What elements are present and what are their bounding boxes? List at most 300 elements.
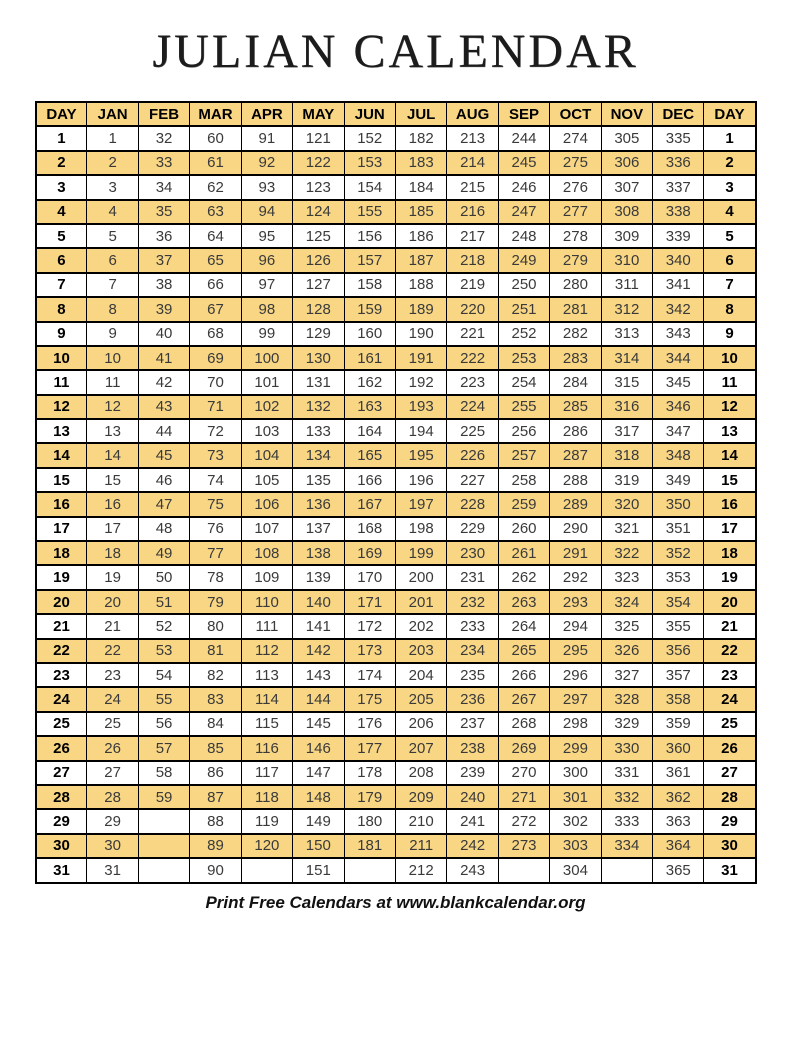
julian-day-cell: 329 — [601, 712, 652, 736]
julian-day-cell: 215 — [447, 175, 498, 199]
julian-day-cell: 194 — [395, 419, 446, 443]
julian-day-cell: 227 — [447, 468, 498, 492]
julian-day-cell: 275 — [550, 151, 601, 175]
julian-day-cell: 281 — [550, 297, 601, 321]
julian-day-cell: 224 — [447, 395, 498, 419]
column-header-day: DAY — [36, 102, 87, 126]
julian-day-cell: 337 — [653, 175, 704, 199]
julian-day-cell: 247 — [498, 200, 549, 224]
table-row — [36, 541, 756, 565]
julian-day-cell: 159 — [344, 297, 395, 321]
julian-day-cell: 145 — [293, 712, 344, 736]
julian-day-cell: 205 — [395, 687, 446, 711]
julian-day-cell: 338 — [653, 200, 704, 224]
julian-day-cell: 297 — [550, 687, 601, 711]
julian-day-cell: 203 — [395, 639, 446, 663]
julian-day-cell: 38 — [138, 273, 189, 297]
julian-day-cell: 160 — [344, 322, 395, 346]
julian-day-cell: 359 — [653, 712, 704, 736]
julian-day-cell: 310 — [601, 248, 652, 272]
julian-day-cell: 106 — [241, 492, 292, 516]
julian-day-cell: 358 — [653, 687, 704, 711]
julian-day-cell: 244 — [498, 126, 549, 150]
day-number-cell: 22 — [36, 639, 87, 663]
julian-day-cell: 148 — [293, 785, 344, 809]
julian-day-cell: 189 — [395, 297, 446, 321]
julian-day-cell: 21 — [87, 614, 138, 638]
table-row — [36, 322, 756, 346]
julian-day-cell: 56 — [138, 712, 189, 736]
julian-day-cell: 226 — [447, 443, 498, 467]
table-row — [36, 687, 756, 711]
julian-day-cell: 346 — [653, 395, 704, 419]
julian-day-cell: 117 — [241, 761, 292, 785]
julian-day-cell: 79 — [190, 590, 241, 614]
julian-day-cell: 240 — [447, 785, 498, 809]
day-number-cell: 4 — [36, 200, 87, 224]
table-row — [36, 126, 756, 150]
julian-day-cell: 303 — [550, 834, 601, 858]
julian-day-cell: 74 — [190, 468, 241, 492]
julian-day-cell: 301 — [550, 785, 601, 809]
table-row — [36, 761, 756, 785]
julian-day-cell: 65 — [190, 248, 241, 272]
julian-day-cell: 186 — [395, 224, 446, 248]
julian-day-cell: 176 — [344, 712, 395, 736]
julian-day-cell: 8 — [87, 297, 138, 321]
table-row — [36, 273, 756, 297]
day-number-cell: 20 — [36, 590, 87, 614]
julian-day-cell: 234 — [447, 639, 498, 663]
julian-day-cell: 179 — [344, 785, 395, 809]
day-number-cell: 28 — [36, 785, 87, 809]
julian-day-cell: 82 — [190, 663, 241, 687]
table-row — [36, 224, 756, 248]
julian-day-cell: 212 — [395, 858, 446, 882]
julian-day-cell: 177 — [344, 736, 395, 760]
julian-day-cell: 9 — [87, 322, 138, 346]
julian-day-cell: 256 — [498, 419, 549, 443]
julian-day-cell: 67 — [190, 297, 241, 321]
julian-day-cell: 362 — [653, 785, 704, 809]
julian-day-cell: 41 — [138, 346, 189, 370]
julian-day-cell: 218 — [447, 248, 498, 272]
day-number-cell: 5 — [36, 224, 87, 248]
julian-day-cell: 325 — [601, 614, 652, 638]
julian-day-cell: 353 — [653, 565, 704, 589]
julian-day-cell: 22 — [87, 639, 138, 663]
julian-day-cell: 266 — [498, 663, 549, 687]
julian-day-cell: 3 — [87, 175, 138, 199]
julian-day-cell: 304 — [550, 858, 601, 882]
julian-day-cell: 192 — [395, 370, 446, 394]
julian-day-cell: 174 — [344, 663, 395, 687]
julian-day-cell: 122 — [293, 151, 344, 175]
julian-day-cell: 278 — [550, 224, 601, 248]
julian-day-cell: 260 — [498, 517, 549, 541]
julian-day-cell: 302 — [550, 809, 601, 833]
julian-day-cell: 259 — [498, 492, 549, 516]
julian-day-cell: 144 — [293, 687, 344, 711]
julian-day-cell: 305 — [601, 126, 652, 150]
julian-day-cell: 150 — [293, 834, 344, 858]
table-row — [36, 395, 756, 419]
julian-day-cell: 232 — [447, 590, 498, 614]
julian-day-cell: 131 — [293, 370, 344, 394]
julian-day-cell: 322 — [601, 541, 652, 565]
table-row — [36, 565, 756, 589]
day-number-cell: 19 — [704, 565, 756, 589]
julian-day-cell: 188 — [395, 273, 446, 297]
day-number-cell: 11 — [36, 370, 87, 394]
julian-day-cell: 271 — [498, 785, 549, 809]
julian-day-cell: 60 — [190, 126, 241, 150]
julian-day-cell: 365 — [653, 858, 704, 882]
julian-day-cell: 201 — [395, 590, 446, 614]
julian-day-cell: 78 — [190, 565, 241, 589]
julian-day-cell: 357 — [653, 663, 704, 687]
julian-day-cell: 138 — [293, 541, 344, 565]
table-row — [36, 492, 756, 516]
julian-day-cell: 187 — [395, 248, 446, 272]
julian-day-cell: 295 — [550, 639, 601, 663]
day-number-cell: 29 — [704, 809, 756, 833]
julian-day-cell: 158 — [344, 273, 395, 297]
page-title: JULIAN CALENDAR — [152, 25, 639, 78]
julian-day-cell: 229 — [447, 517, 498, 541]
day-number-cell: 22 — [704, 639, 756, 663]
julian-day-cell: 33 — [138, 151, 189, 175]
day-number-cell: 31 — [36, 858, 87, 882]
day-number-cell: 1 — [704, 126, 756, 150]
header-row — [36, 102, 756, 126]
day-number-cell: 30 — [36, 834, 87, 858]
julian-day-cell: 352 — [653, 541, 704, 565]
julian-day-cell: 199 — [395, 541, 446, 565]
julian-day-cell: 13 — [87, 419, 138, 443]
julian-day-cell: 181 — [344, 834, 395, 858]
julian-day-cell: 109 — [241, 565, 292, 589]
julian-day-cell: 91 — [241, 126, 292, 150]
day-number-cell: 15 — [36, 468, 87, 492]
julian-day-cell — [601, 858, 652, 882]
julian-day-cell: 49 — [138, 541, 189, 565]
julian-day-cell: 285 — [550, 395, 601, 419]
julian-day-cell: 324 — [601, 590, 652, 614]
day-number-cell: 10 — [704, 346, 756, 370]
julian-day-cell: 103 — [241, 419, 292, 443]
day-number-cell: 7 — [704, 273, 756, 297]
julian-day-cell: 27 — [87, 761, 138, 785]
day-number-cell: 9 — [704, 322, 756, 346]
julian-day-cell: 135 — [293, 468, 344, 492]
day-number-cell: 18 — [704, 541, 756, 565]
julian-day-cell: 238 — [447, 736, 498, 760]
julian-day-cell: 141 — [293, 614, 344, 638]
column-header-sep: SEP — [498, 102, 549, 126]
julian-day-cell: 107 — [241, 517, 292, 541]
julian-day-cell: 331 — [601, 761, 652, 785]
julian-day-cell: 183 — [395, 151, 446, 175]
julian-day-cell: 75 — [190, 492, 241, 516]
day-number-cell: 23 — [36, 663, 87, 687]
day-number-cell: 18 — [36, 541, 87, 565]
julian-day-cell: 314 — [601, 346, 652, 370]
julian-day-cell: 350 — [653, 492, 704, 516]
julian-day-cell: 170 — [344, 565, 395, 589]
julian-day-cell: 139 — [293, 565, 344, 589]
julian-day-cell: 228 — [447, 492, 498, 516]
day-number-cell: 17 — [704, 517, 756, 541]
julian-day-cell: 243 — [447, 858, 498, 882]
day-number-cell: 3 — [704, 175, 756, 199]
julian-day-cell: 341 — [653, 273, 704, 297]
julian-day-cell: 48 — [138, 517, 189, 541]
table-row — [36, 663, 756, 687]
day-number-cell: 12 — [704, 395, 756, 419]
julian-day-cell: 268 — [498, 712, 549, 736]
julian-day-cell: 207 — [395, 736, 446, 760]
julian-day-cell: 128 — [293, 297, 344, 321]
calendar-table-body — [36, 126, 756, 882]
julian-day-cell: 31 — [87, 858, 138, 882]
julian-day-cell: 270 — [498, 761, 549, 785]
julian-day-cell: 19 — [87, 565, 138, 589]
day-number-cell: 30 — [704, 834, 756, 858]
julian-day-cell: 156 — [344, 224, 395, 248]
julian-day-cell: 257 — [498, 443, 549, 467]
julian-day-cell: 10 — [87, 346, 138, 370]
julian-day-cell: 255 — [498, 395, 549, 419]
julian-day-cell: 316 — [601, 395, 652, 419]
julian-day-cell — [344, 858, 395, 882]
julian-day-cell: 196 — [395, 468, 446, 492]
table-row — [36, 297, 756, 321]
julian-day-cell: 334 — [601, 834, 652, 858]
julian-day-cell: 300 — [550, 761, 601, 785]
julian-day-cell: 315 — [601, 370, 652, 394]
julian-day-cell: 235 — [447, 663, 498, 687]
column-header-jun: JUN — [344, 102, 395, 126]
julian-day-cell: 62 — [190, 175, 241, 199]
julian-day-cell: 252 — [498, 322, 549, 346]
table-row — [36, 200, 756, 224]
julian-day-cell: 123 — [293, 175, 344, 199]
julian-day-cell: 93 — [241, 175, 292, 199]
julian-day-cell: 313 — [601, 322, 652, 346]
julian-day-cell: 249 — [498, 248, 549, 272]
julian-day-cell — [498, 858, 549, 882]
julian-day-cell: 87 — [190, 785, 241, 809]
julian-day-cell: 363 — [653, 809, 704, 833]
julian-day-cell: 233 — [447, 614, 498, 638]
julian-day-cell: 126 — [293, 248, 344, 272]
julian-day-cell: 108 — [241, 541, 292, 565]
julian-day-cell: 344 — [653, 346, 704, 370]
julian-day-cell: 283 — [550, 346, 601, 370]
julian-day-cell: 274 — [550, 126, 601, 150]
julian-day-cell: 161 — [344, 346, 395, 370]
julian-day-cell: 116 — [241, 736, 292, 760]
julian-day-cell: 124 — [293, 200, 344, 224]
julian-day-cell: 291 — [550, 541, 601, 565]
julian-day-cell: 52 — [138, 614, 189, 638]
julian-day-cell: 264 — [498, 614, 549, 638]
julian-day-cell: 320 — [601, 492, 652, 516]
julian-day-cell: 246 — [498, 175, 549, 199]
julian-day-cell: 172 — [344, 614, 395, 638]
julian-day-cell: 35 — [138, 200, 189, 224]
julian-day-cell — [138, 809, 189, 833]
julian-day-cell: 206 — [395, 712, 446, 736]
julian-day-cell: 42 — [138, 370, 189, 394]
julian-day-cell: 83 — [190, 687, 241, 711]
table-row — [36, 712, 756, 736]
julian-day-cell: 88 — [190, 809, 241, 833]
table-row — [36, 151, 756, 175]
julian-day-cell: 169 — [344, 541, 395, 565]
julian-day-cell: 261 — [498, 541, 549, 565]
julian-day-cell: 298 — [550, 712, 601, 736]
day-number-cell: 20 — [704, 590, 756, 614]
julian-day-cell: 306 — [601, 151, 652, 175]
table-row — [36, 858, 756, 882]
table-row — [36, 517, 756, 541]
julian-day-cell: 335 — [653, 126, 704, 150]
julian-day-cell: 200 — [395, 565, 446, 589]
julian-day-cell: 89 — [190, 834, 241, 858]
julian-day-cell: 282 — [550, 322, 601, 346]
julian-day-cell: 112 — [241, 639, 292, 663]
julian-day-cell: 162 — [344, 370, 395, 394]
julian-day-cell — [241, 858, 292, 882]
julian-day-cell: 262 — [498, 565, 549, 589]
julian-day-cell: 64 — [190, 224, 241, 248]
day-number-cell: 17 — [36, 517, 87, 541]
julian-day-cell: 57 — [138, 736, 189, 760]
julian-day-cell: 345 — [653, 370, 704, 394]
julian-day-cell: 237 — [447, 712, 498, 736]
julian-day-cell: 140 — [293, 590, 344, 614]
julian-day-cell: 217 — [447, 224, 498, 248]
julian-day-cell: 153 — [344, 151, 395, 175]
julian-day-cell: 193 — [395, 395, 446, 419]
footer-note: Print Free Calendars at www.blankcalendar.org — [205, 892, 586, 912]
julian-day-cell: 24 — [87, 687, 138, 711]
julian-day-cell: 84 — [190, 712, 241, 736]
day-number-cell: 4 — [704, 200, 756, 224]
column-header-feb: FEB — [138, 102, 189, 126]
julian-day-cell: 85 — [190, 736, 241, 760]
julian-day-cell: 120 — [241, 834, 292, 858]
day-number-cell: 28 — [704, 785, 756, 809]
julian-day-cell: 216 — [447, 200, 498, 224]
julian-day-cell: 299 — [550, 736, 601, 760]
julian-day-cell: 296 — [550, 663, 601, 687]
julian-day-cell: 348 — [653, 443, 704, 467]
julian-day-cell: 58 — [138, 761, 189, 785]
julian-day-cell: 330 — [601, 736, 652, 760]
julian-day-cell: 231 — [447, 565, 498, 589]
julian-day-cell: 7 — [87, 273, 138, 297]
julian-day-cell: 202 — [395, 614, 446, 638]
julian-day-cell: 241 — [447, 809, 498, 833]
day-number-cell: 14 — [36, 443, 87, 467]
julian-day-cell: 130 — [293, 346, 344, 370]
julian-day-cell: 4 — [87, 200, 138, 224]
julian-day-cell: 277 — [550, 200, 601, 224]
column-header-day: DAY — [704, 102, 756, 126]
julian-day-cell: 347 — [653, 419, 704, 443]
day-number-cell: 15 — [704, 468, 756, 492]
julian-day-cell: 354 — [653, 590, 704, 614]
julian-day-cell: 294 — [550, 614, 601, 638]
julian-day-cell: 225 — [447, 419, 498, 443]
julian-day-cell: 96 — [241, 248, 292, 272]
julian-day-cell: 290 — [550, 517, 601, 541]
julian-day-cell: 221 — [447, 322, 498, 346]
julian-day-cell: 272 — [498, 809, 549, 833]
julian-day-cell: 276 — [550, 175, 601, 199]
julian-day-cell: 5 — [87, 224, 138, 248]
table-row — [36, 614, 756, 638]
julian-day-cell: 25 — [87, 712, 138, 736]
julian-day-cell: 136 — [293, 492, 344, 516]
table-row — [36, 590, 756, 614]
julian-day-cell: 340 — [653, 248, 704, 272]
julian-day-cell: 152 — [344, 126, 395, 150]
julian-day-cell: 53 — [138, 639, 189, 663]
julian-day-cell: 307 — [601, 175, 652, 199]
day-number-cell: 13 — [36, 419, 87, 443]
day-number-cell: 25 — [36, 712, 87, 736]
julian-day-cell: 59 — [138, 785, 189, 809]
table-row — [36, 370, 756, 394]
day-number-cell: 12 — [36, 395, 87, 419]
julian-day-cell: 163 — [344, 395, 395, 419]
julian-day-cell: 319 — [601, 468, 652, 492]
julian-day-cell: 119 — [241, 809, 292, 833]
day-number-cell: 3 — [36, 175, 87, 199]
table-row — [36, 639, 756, 663]
column-header-dec: DEC — [653, 102, 704, 126]
julian-day-cell: 321 — [601, 517, 652, 541]
julian-day-cell: 164 — [344, 419, 395, 443]
julian-day-cell: 269 — [498, 736, 549, 760]
julian-day-cell: 46 — [138, 468, 189, 492]
julian-day-cell: 349 — [653, 468, 704, 492]
julian-day-cell: 180 — [344, 809, 395, 833]
julian-day-cell: 209 — [395, 785, 446, 809]
julian-day-cell: 143 — [293, 663, 344, 687]
julian-day-cell: 168 — [344, 517, 395, 541]
julian-day-cell: 125 — [293, 224, 344, 248]
julian-day-cell: 155 — [344, 200, 395, 224]
julian-day-cell: 220 — [447, 297, 498, 321]
day-number-cell: 9 — [36, 322, 87, 346]
day-number-cell: 8 — [36, 297, 87, 321]
julian-day-cell: 114 — [241, 687, 292, 711]
day-number-cell: 1 — [36, 126, 87, 150]
julian-day-cell: 308 — [601, 200, 652, 224]
julian-day-cell: 55 — [138, 687, 189, 711]
julian-day-cell: 195 — [395, 443, 446, 467]
julian-day-cell: 267 — [498, 687, 549, 711]
julian-day-cell: 86 — [190, 761, 241, 785]
julian-day-cell: 36 — [138, 224, 189, 248]
julian-day-cell: 222 — [447, 346, 498, 370]
julian-day-cell: 137 — [293, 517, 344, 541]
